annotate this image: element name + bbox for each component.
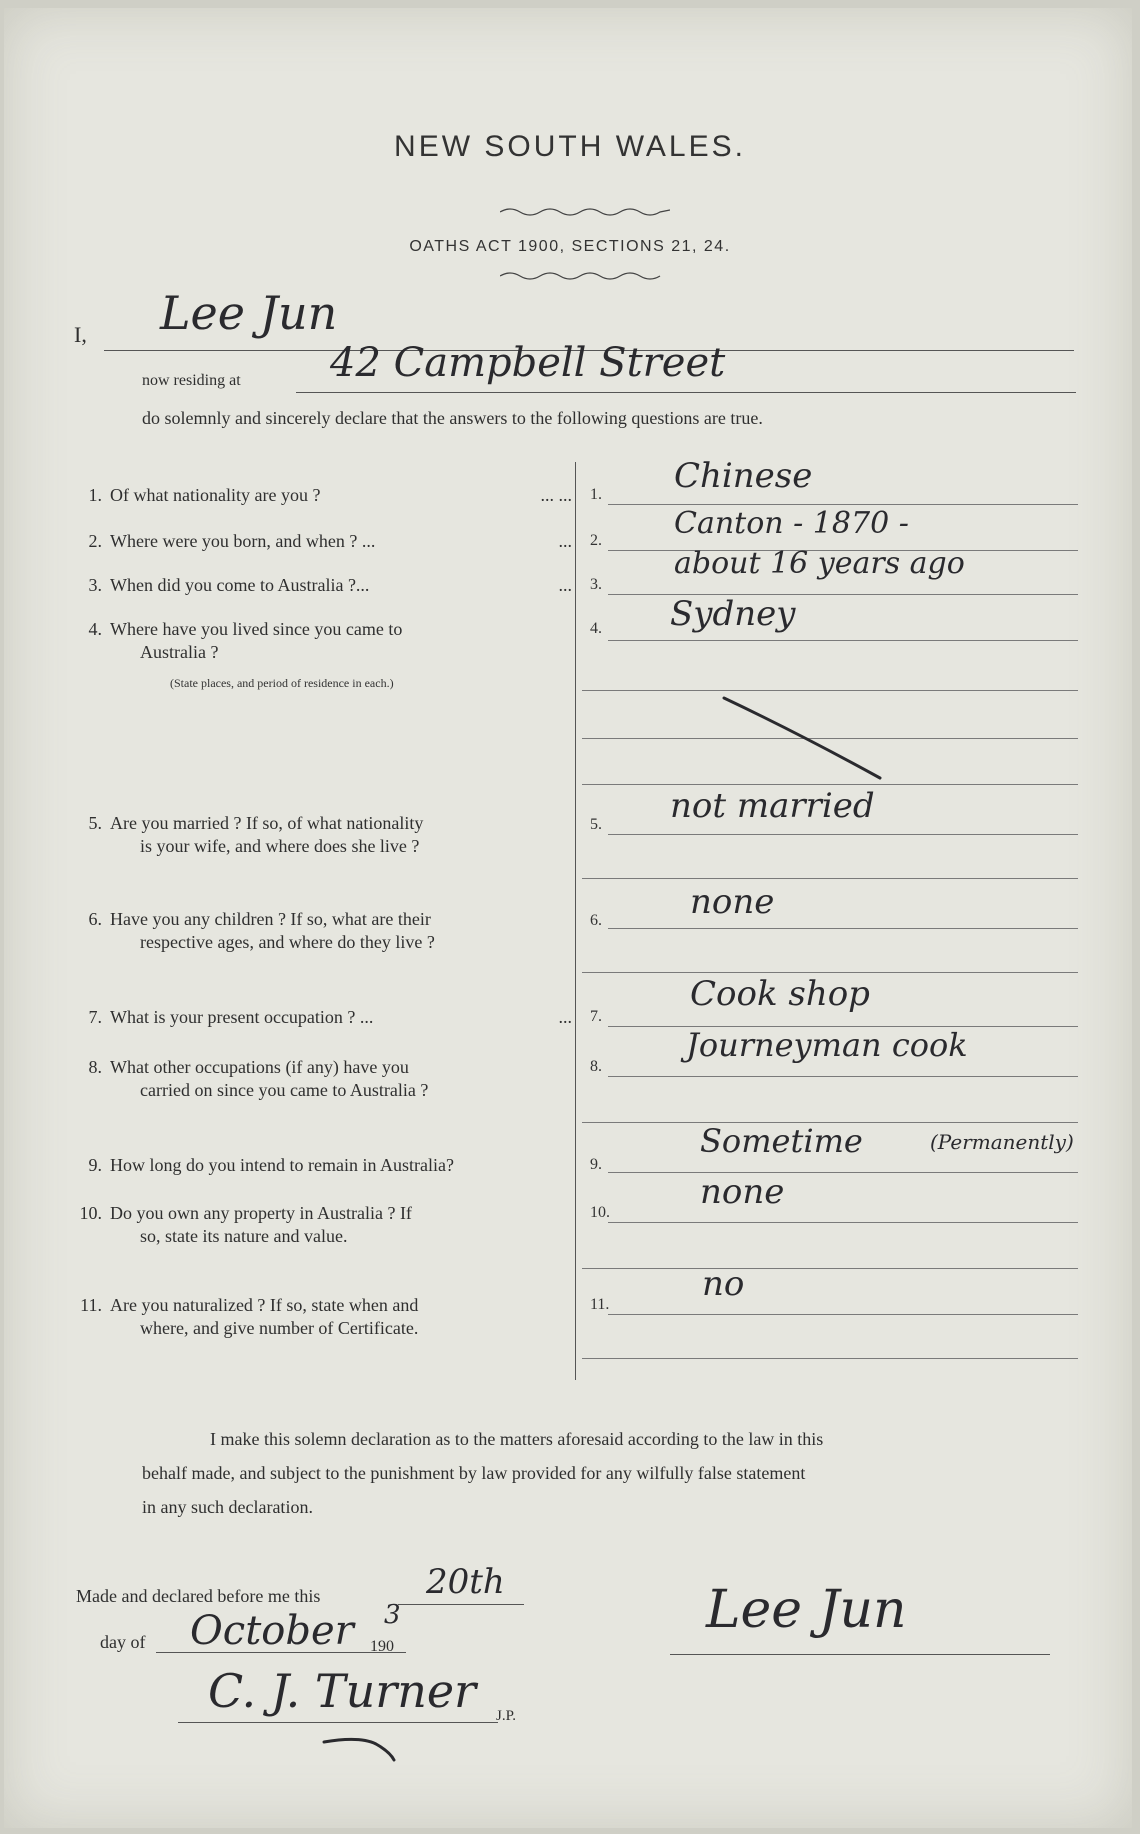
jp-label: J.P. <box>496 1708 517 1724</box>
answer-line <box>608 928 1078 929</box>
day-line <box>398 1604 524 1605</box>
answer-line <box>582 1268 1078 1269</box>
question-4: 4. Where have you lived since you came to Australia ? <box>88 619 403 662</box>
answer-property: none <box>700 1172 785 1212</box>
address-line <box>296 392 1076 393</box>
question-2: 2. Where were you born, and when ? ... ... <box>88 531 572 551</box>
answer-line <box>608 1222 1078 1223</box>
answer-other-occupations: Journeyman cook <box>686 1026 968 1064</box>
answer-line <box>608 834 1078 835</box>
solemn-declaration: I make this solemn declaration as to the matters aforesaid according to the law in this behalf made, and subject to the punishment by law provided for any wilfully false statement in any such declaration. <box>142 1429 824 1517</box>
act-reference: OATHS ACT 1900, SECTIONS 21, 24. <box>409 238 731 255</box>
declarant-signature: Lee Jun <box>706 1580 907 1640</box>
answer-number: 2. <box>590 532 602 549</box>
answer-number: 11. <box>590 1296 610 1313</box>
column-divider <box>575 462 576 1380</box>
residing-label: now residing at <box>142 372 241 389</box>
answer-line <box>582 878 1078 879</box>
answer-nationality: Chinese <box>674 456 813 496</box>
declaration-line: do solemnly and sincerely declare that the answers to the following questions are true. <box>142 408 763 428</box>
question-8: 8. What other occupations (if any) have you carried on since you came to Australia ? <box>88 1057 429 1100</box>
answer-line <box>608 1076 1078 1077</box>
answer-line <box>608 1314 1078 1315</box>
address-value: 42 Campbell Street <box>330 340 726 386</box>
month-value: October <box>190 1608 354 1654</box>
answer-married: not married <box>670 786 875 826</box>
made-declared-label: Made and declared before me this <box>76 1586 321 1606</box>
answer-birthplace: Canton - 1870 - <box>674 506 909 541</box>
answer-line <box>582 1358 1078 1359</box>
answer-line <box>582 784 1078 785</box>
question-5: 5. Are you married ? If so, of what nationality is your wife, and where does she live ? <box>88 813 424 856</box>
answer-number: 1. <box>590 486 602 503</box>
answer-naturalized: no <box>702 1264 745 1304</box>
answer-number: 10. <box>590 1204 610 1221</box>
decorative-rule <box>500 206 670 218</box>
answer-line <box>608 504 1078 505</box>
declarant-name: Lee Jun <box>160 286 338 340</box>
signature-line <box>670 1654 1050 1655</box>
answer-occupation: Cook shop <box>690 974 870 1014</box>
declarant-prefix: I, <box>74 322 87 347</box>
answer-line <box>582 690 1078 691</box>
decorative-rule <box>500 270 670 282</box>
answer-number: 5. <box>590 816 602 833</box>
answer-number: 7. <box>590 1008 602 1025</box>
jp-line <box>178 1722 498 1723</box>
question-3: 3. When did you come to Australia ?... ... <box>88 575 572 595</box>
jp-signature: C. J. Turner <box>208 1664 477 1718</box>
answer-number: 8. <box>590 1058 602 1075</box>
strike-through-mark <box>720 694 890 784</box>
month-line <box>156 1652 406 1653</box>
answer-duration: Sometime <box>700 1122 863 1160</box>
day-of-label: day of <box>100 1632 146 1652</box>
year-suffix: 3 <box>384 1600 401 1630</box>
answer-residence: Sydney <box>670 594 796 634</box>
day-value: 20th <box>426 1562 505 1602</box>
answer-line <box>582 972 1078 973</box>
page-title: NEW SOUTH WALES. <box>394 130 746 163</box>
answer-number: 4. <box>590 620 602 637</box>
answer-duration-note: (Permanently) <box>930 1130 1074 1154</box>
answer-number: 9. <box>590 1156 602 1173</box>
question-11: 11. Are you naturalized ? If so, state when and where, and give number of Certificate. <box>80 1295 419 1338</box>
question-10: 10. Do you own any property in Australia ? If so, state its nature and value. <box>79 1203 412 1246</box>
answer-line <box>608 1172 1078 1173</box>
answer-line <box>608 640 1078 641</box>
question-9: 9. How long do you intend to remain in Australia? <box>88 1155 454 1175</box>
question-4-note: (State places, and period of residence in each.) <box>170 676 394 690</box>
question-6: 6. Have you any children ? If so, what are their respective ages, and where do they live ? <box>88 909 435 952</box>
answer-number: 3. <box>590 576 602 593</box>
answer-number: 6. <box>590 912 602 929</box>
flourish-mark <box>320 1734 400 1764</box>
year-prefix: 190 <box>370 1638 394 1655</box>
answer-arrival: about 16 years ago <box>674 546 965 581</box>
answer-children: none <box>690 882 775 922</box>
question-1: 1. Of what nationality are you ? ... ... <box>88 485 572 505</box>
question-7: 7. What is your present occupation ? ... ... <box>88 1007 572 1027</box>
